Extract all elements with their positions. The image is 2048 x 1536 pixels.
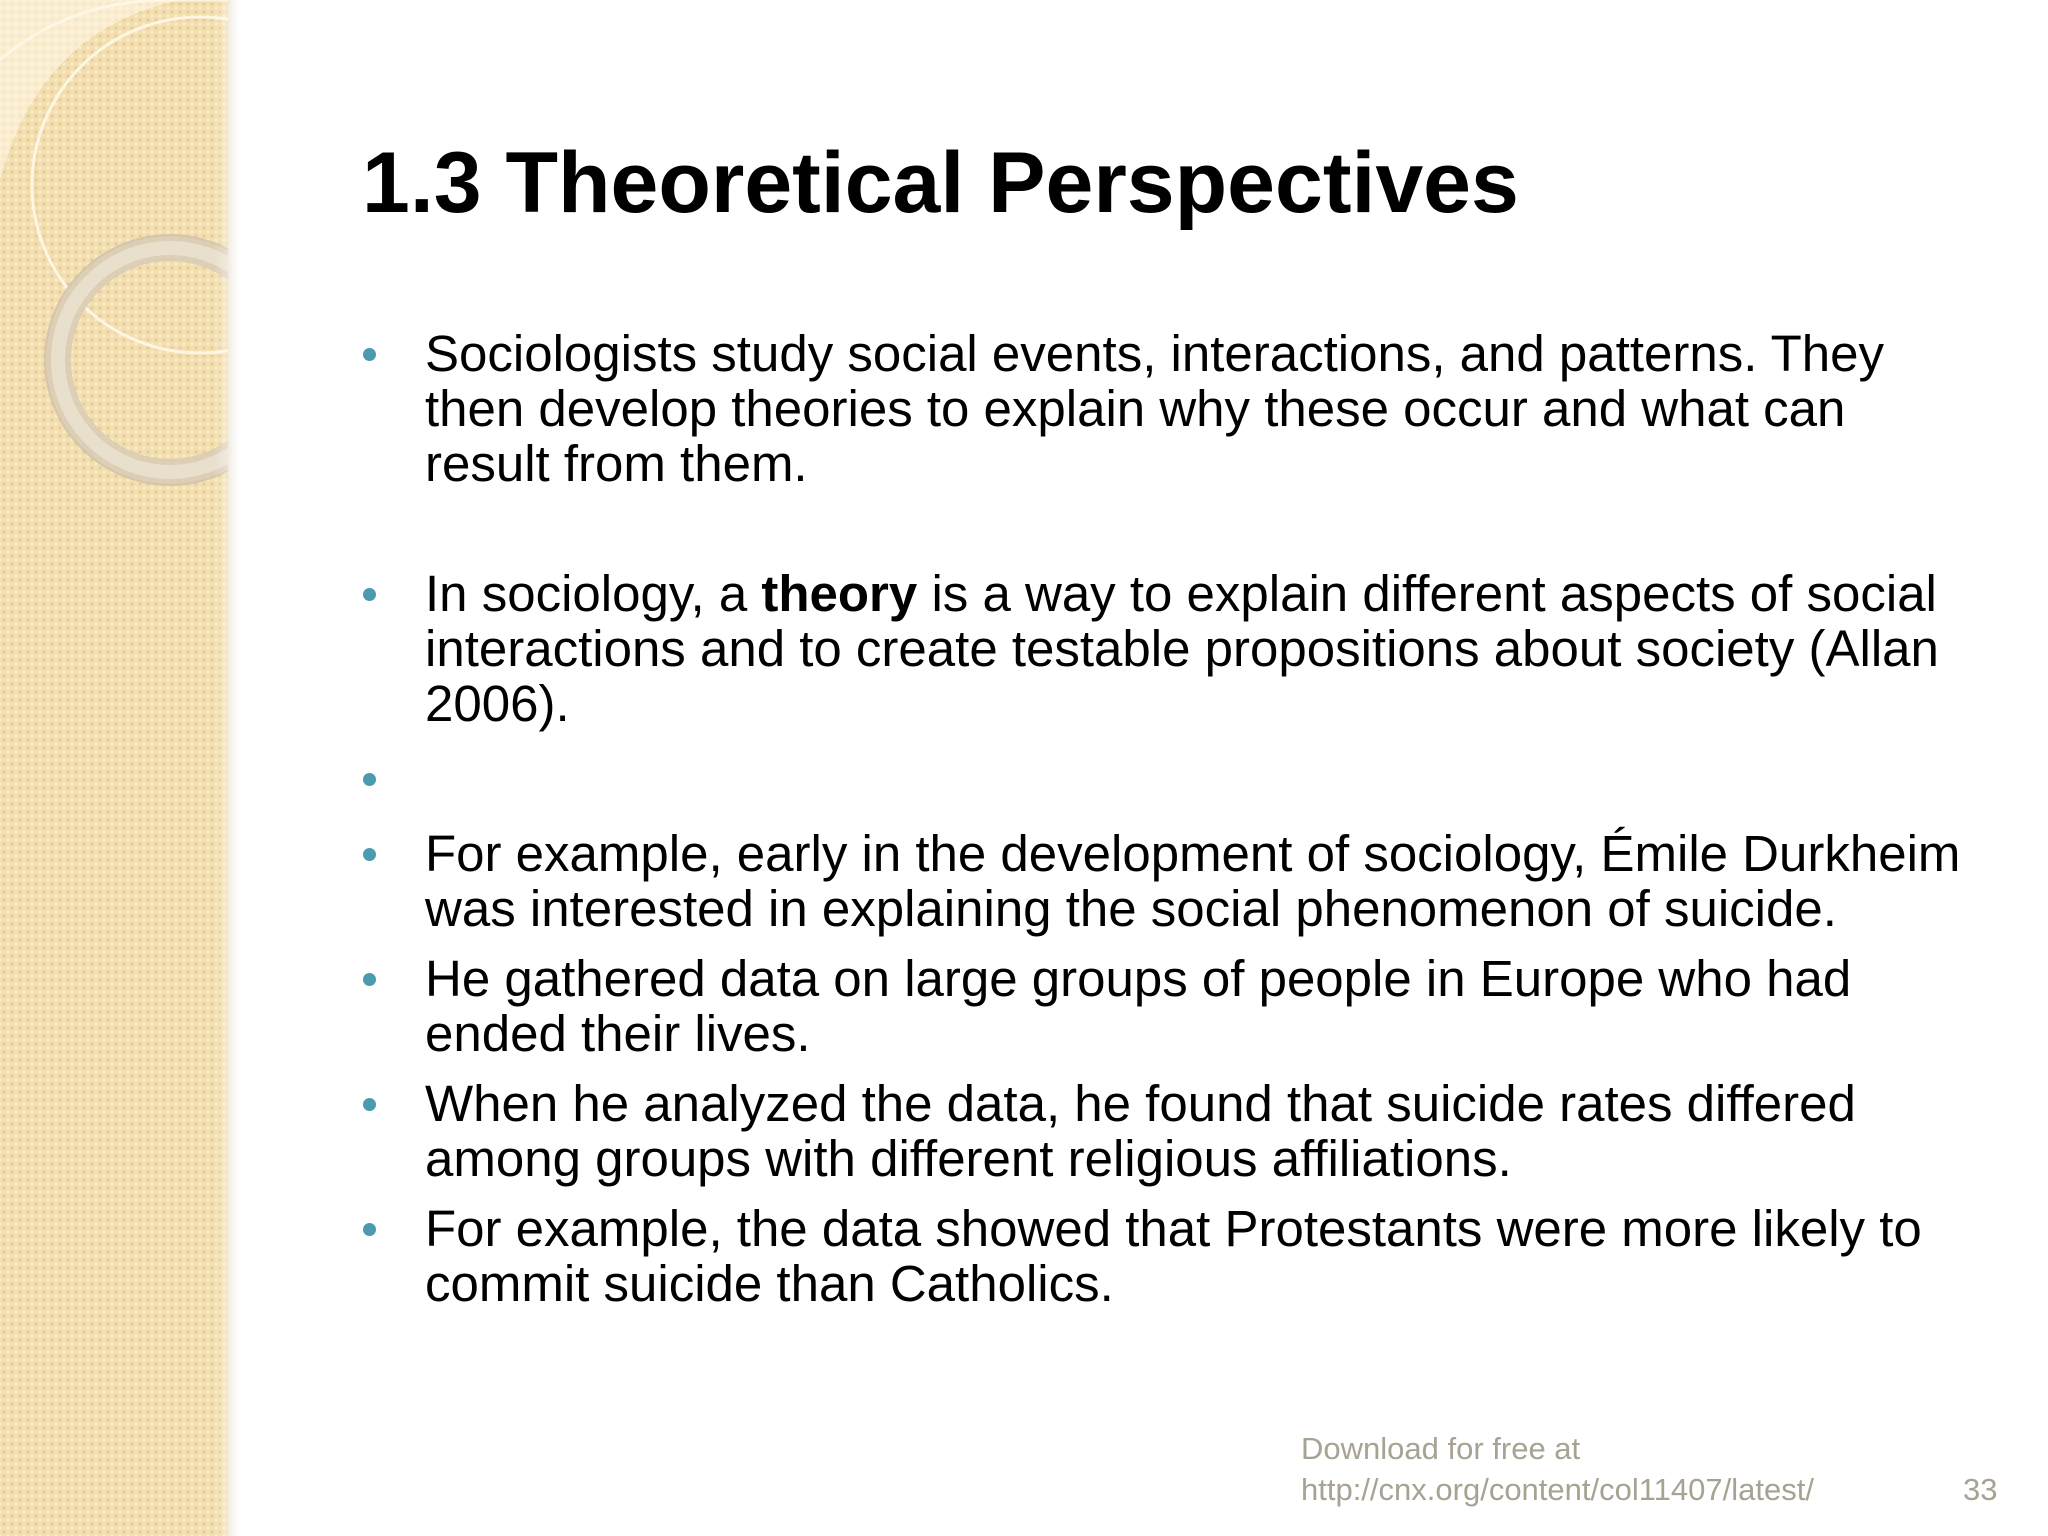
bullet-list — [362, 326, 1962, 1311]
bullet-item — [362, 1201, 1962, 1311]
bullet-text: When he analyzed the data, he found that suicide rates differed among groups with different religious affiliations. — [425, 1075, 1856, 1187]
bullet-text — [425, 565, 1939, 732]
bullet-text-before: In sociology, a — [425, 565, 762, 622]
decorative-sidebar — [0, 0, 228, 1536]
bullet-item — [362, 951, 1962, 1061]
bullet-text: For example, the data showed that Protestants were more likely to commit suicide than Catholics. — [425, 1200, 1922, 1312]
bullet-dot-icon — [363, 348, 376, 361]
bullet-text: Sociologists study social events, interactions, and patterns. They then develop theories to explain why these occur and what can result from them. — [425, 325, 1885, 492]
bullet-item — [362, 826, 1962, 936]
slide-title: 1.3 Theoretical Perspectives — [362, 135, 1519, 231]
bullet-item-empty — [362, 751, 1962, 806]
bullet-item — [362, 326, 1962, 491]
bullet-dot-icon — [363, 588, 376, 601]
page-number: 33 — [1963, 1472, 1998, 1507]
bullet-text: For example, early in the development of sociology, Émile Durkheim was interested in explaining the social phenomenon of suicide. — [425, 825, 1961, 937]
content-edge-shadow — [228, 0, 238, 1536]
sidebar-shade — [214, 0, 228, 1536]
footer-attribution — [1301, 1428, 1814, 1510]
bullet-dot-icon — [363, 1098, 376, 1111]
bullet-dot-icon — [363, 773, 376, 786]
bullet-text-after: is a way to explain different aspects of social interactions and to create testable propositions about society (Allan 2006). — [425, 565, 1939, 732]
bullet-item — [362, 566, 1962, 731]
swirl-ornament-icon — [0, 0, 228, 520]
bullet-dot-icon — [363, 1223, 376, 1236]
bullet-text: He gathered data on large groups of people in Europe who had ended their lives. — [425, 950, 1852, 1062]
bullet-dot-icon — [363, 848, 376, 861]
footer-source-url: http://cnx.org/content/col11407/latest/ — [1301, 1472, 1814, 1507]
bullet-dot-icon — [363, 973, 376, 986]
bullet-text-bold: theory — [761, 565, 918, 622]
footer-line-1: Download for free at — [1301, 1431, 1581, 1466]
bullet-item — [362, 1076, 1962, 1186]
